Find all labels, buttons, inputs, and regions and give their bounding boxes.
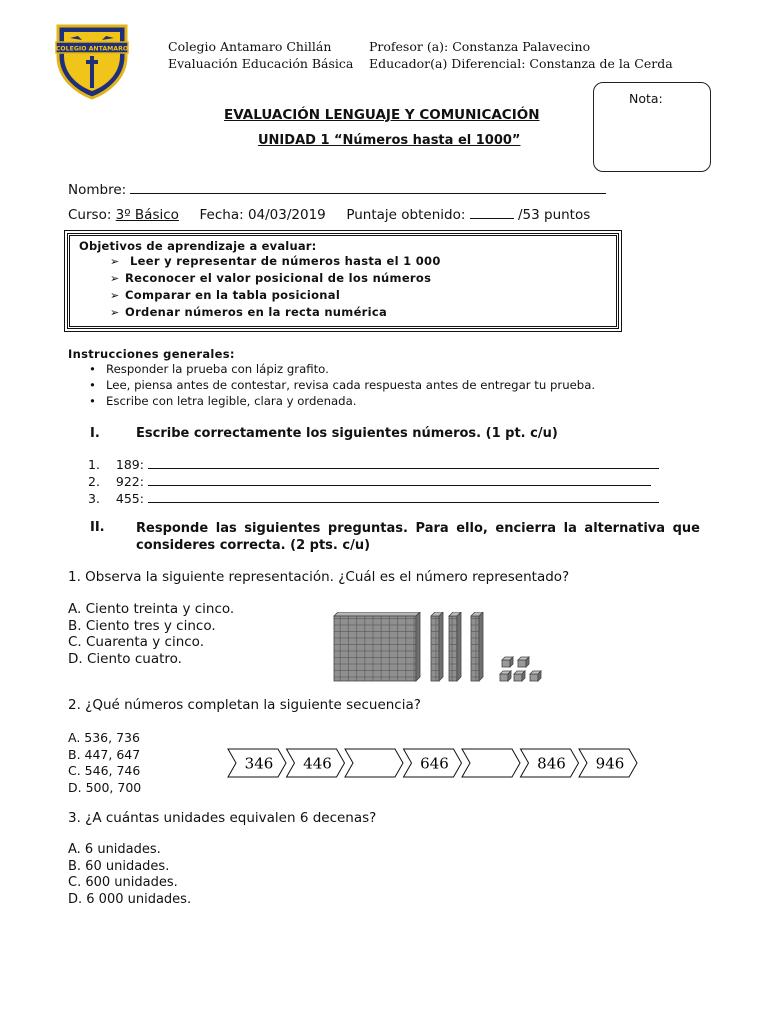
instruction-item: • Lee, piensa antes de contestar, revisa cada respuesta antes de entregar tu prueba. [76,377,595,393]
instructions-heading: Instrucciones generales: [68,347,235,361]
score-total: /53 puntos [517,207,591,223]
objective-item: ➢ Leer y representar de números hasta el 1 000 [80,253,441,270]
sequence-value: 846 [537,754,566,773]
option-a[interactable]: A. 6 unidades. [68,842,161,857]
name-label: Nombre: [68,182,127,198]
item-number: 3. [88,491,100,506]
item-value: 455: [115,491,144,506]
staff-info [369,38,673,72]
item-number: 1. [88,457,100,472]
school-info [168,38,353,72]
section-2-title-line: Responde las siguientes preguntas. Para ello, encierra la alternativa que [136,521,700,536]
sequence-box [521,749,579,777]
answer-line[interactable] [148,492,659,503]
objectives-heading: Objetivos de aprendizaje a evaluar: [79,239,317,253]
question-1-options [68,601,234,667]
question-3-options [68,842,191,908]
course-row [68,206,590,223]
question-2: 2. ¿Qué números completan la siguiente secuencia? [68,697,421,713]
unit-cubes [500,657,541,681]
option-c[interactable]: C. Cuarenta y cinco. [68,634,204,650]
exam-title: EVALUACIÓN LENGUAJE Y COMUNICACIÓN [224,107,540,123]
tens-rod-block [449,612,461,681]
sequence-value: 446 [303,754,332,773]
section-1-items [88,456,659,507]
section-2-title [136,520,700,554]
instruction-item: • Escribe con letra legible, clara y ordenada. [76,393,595,409]
write-number-row[interactable] [88,456,659,473]
option-b[interactable]: B. 447, 647 [68,746,141,762]
number-sequence [226,746,642,780]
section-2-title-line: consideres correcta. (2 pts. c/u) [136,538,371,553]
option-c[interactable]: C. 546, 746 [68,763,141,778]
school-name: Colegio Antamaro Chillán [168,39,332,54]
sequence-value: 646 [420,754,449,773]
school-subtitle: Evaluación Educación Básica [168,56,354,71]
section-1-title: Escribe correctamente los siguientes números. (1 pt. c/u) [136,426,558,441]
section-1-numeral: I. [90,426,100,441]
item-value: 922: [115,474,144,489]
question-2-options [68,730,141,796]
section-2-numeral: II. [90,520,105,535]
score-label: Puntaje obtenido: [346,207,466,223]
sequence-box [287,749,345,777]
write-number-row[interactable] [88,490,659,507]
question-1: 1. Observa la siguiente representación. ¿Cuál es el número representado? [68,569,570,585]
base-ten-blocks-figure [332,612,547,687]
objectives-box [67,233,619,329]
objective-item: ➢ Reconocer el valor posicional de los números [80,270,441,287]
unit-title: UNIDAD 1 “Números hasta el 1000” [258,133,521,148]
option-b[interactable]: B. 60 unidades. [68,858,170,874]
course-label: Curso: [68,207,116,223]
tens-rod-block [471,612,483,681]
tens-rod-block [431,612,443,681]
option-c[interactable]: C. 600 unidades. [68,875,178,890]
grade-label: Nota: [629,91,663,106]
answer-line[interactable] [148,475,651,486]
school-crest-logo [52,22,132,100]
teacher-name: Profesor (a): Constanza Palavecino [369,39,591,54]
item-value: 189: [115,457,144,472]
option-b[interactable]: B. Ciento tres y cinco. [68,617,216,634]
svg-text:COLEGIO ANTAMARO: COLEGIO ANTAMARO [55,45,129,53]
write-number-row[interactable] [88,473,659,490]
instructions-list [76,361,595,409]
date-text: Fecha: 04/03/2019 [199,207,326,223]
option-a[interactable]: A. Ciento treinta y cinco. [68,601,235,617]
instruction-item: • Responder la prueba con lápiz grafito. [76,361,595,377]
objective-item: ➢ Comparar en la tabla posicional [80,287,441,304]
hundred-flat-block [334,612,420,681]
name-field[interactable] [68,181,606,198]
question-3: 3. ¿A cuántas unidades equivalen 6 decenas? [68,810,377,826]
sequence-value: 346 [244,754,274,773]
option-d[interactable]: D. Ciento cuatro. [68,650,182,667]
option-d[interactable]: D. 500, 700 [68,779,142,795]
item-number: 2. [88,474,100,489]
option-d[interactable]: D. 6 000 unidades. [68,891,192,907]
sequence-box [228,749,286,777]
objective-item: ➢ Ordenar números en la recta numérica [80,304,441,321]
answer-line[interactable] [148,458,659,469]
sequence-blank-box[interactable] [462,749,520,777]
sequence-blank-box[interactable] [345,749,403,777]
educator-name: Educador(a) Diferencial: Constanza de la Cerda [369,56,673,71]
sequence-box [579,749,637,777]
course-value: 3º Básico [115,207,179,223]
option-a[interactable]: A. 536, 736 [68,730,140,745]
score-line[interactable] [470,206,514,219]
sequence-box [404,749,462,777]
objectives-list [80,253,441,321]
grade-box[interactable] [593,82,711,172]
name-line[interactable] [130,181,606,194]
sequence-value: 946 [595,754,625,773]
